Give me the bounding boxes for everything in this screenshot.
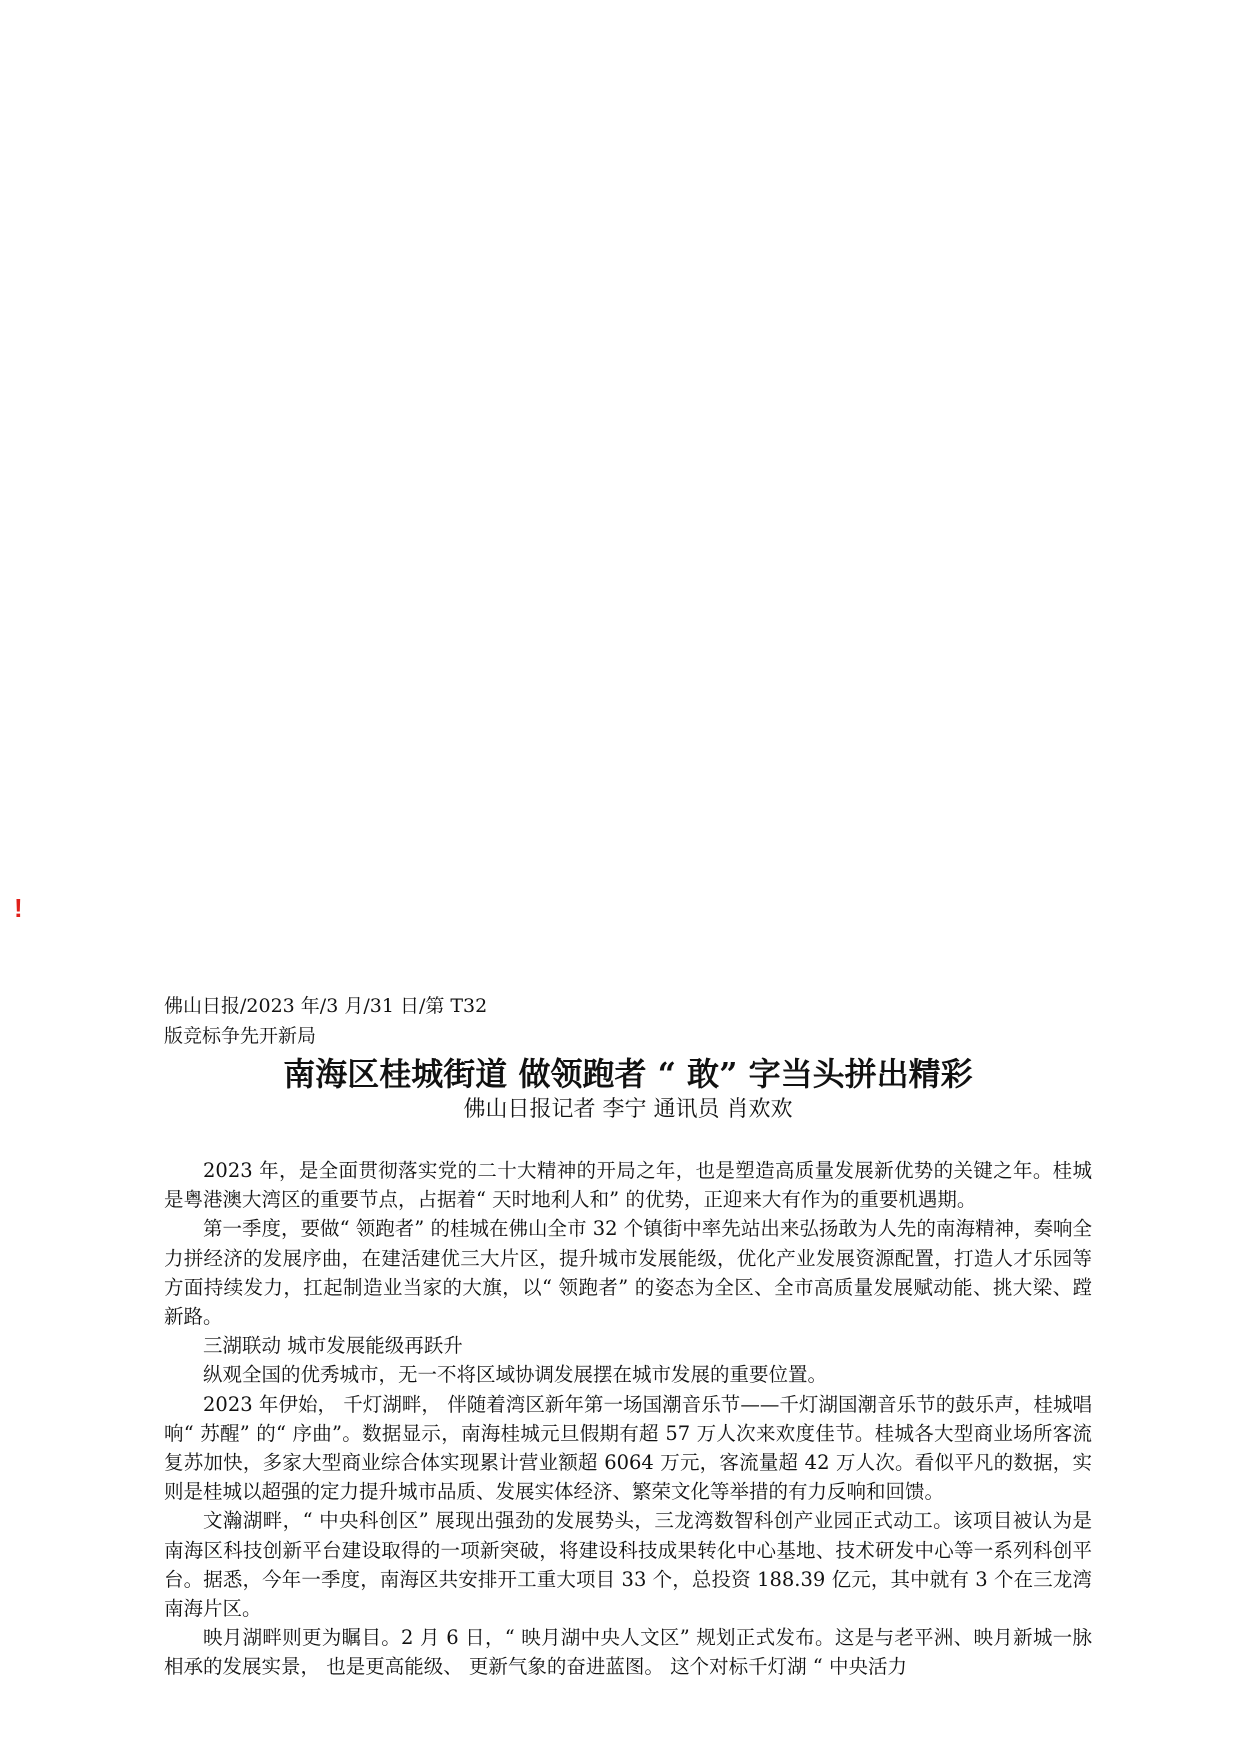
paragraph: 映月湖畔则更为瞩目。2 月 6 日，“ 映月湖中央人文区” 规划正式发布。这是与老平洲、映月新城一脉相承的发展实景， 也是更高能级、 更新气象的奋进蓝图。 这个对标千灯湖 “ 中央活力 — [164, 1626, 1092, 1679]
red-exclamation-mark: ! — [14, 893, 23, 923]
publication-source-line: 佛山日报/2023 年/3 月/31 日/第 T32 — [164, 995, 488, 1017]
subheading: 三湖联动 城市发展能级再跃升 — [203, 1334, 463, 1358]
paragraph: 2023 年伊始， 千灯湖畔， 伴随着湾区新年第一场国潮音乐节——千灯湖国潮音乐节的鼓乐声，桂城唱响“ 苏醒” 的“ 序曲”。数据显示，南海桂城元旦假期有超 57 万人次来欢度佳节。桂城各大型商业场所客流复苏加快，多家大型商业综合体实现累计营业额超 6064 万元，客流量超 42 万人次。看似平凡的数据，实则是桂城以超强的定力提升城市品质、发展实体经济、繁荣文化等举措的有力反响和回馈。 — [164, 1392, 1092, 1504]
article-byline: 佛山日报记者 李宁 通讯员 肖欢欢 — [463, 1097, 793, 1122]
article-body — [164, 1156, 1092, 1682]
article-title: 南海区桂城街道 做领跑者 “ 敢” 字当头拼出精彩 — [283, 1055, 973, 1093]
section-line: 版竞标争先开新局 — [164, 1025, 317, 1047]
paragraph: 纵观全国的优秀城市，无一不将区域协调发展摆在城市发展的重要位置。 — [203, 1363, 828, 1387]
paragraph: 文瀚湖畔，“ 中央科创区” 展现出强劲的发展势头，三龙湾数智科创产业园正式动工。该项目被认为是南海区科技创新平台建设取得的一项新突破，将建设科技成果转化中心基地、技术研发中心等一系列科创平台。据悉，今年一季度，南海区共安排开工重大项目 33 个，总投资 188.39 亿元，其中就有 3 个在三龙湾南海片区。 — [164, 1509, 1092, 1621]
paragraph: 2023 年，是全面贯彻落实党的二十大精神的开局之年，也是塑造高质量发展新优势的关键之年。桂城是粤港澳大湾区的重要节点，占据着“ 天时地利人和” 的优势，正迎来大有作为的重要机遇期。 — [164, 1159, 1092, 1212]
paragraph: 第一季度，要做“ 领跑者” 的桂城在佛山全市 32 个镇街中率先站出来弘扬敢为人先的南海精神，奏响全力拼经济的发展序曲，在建活建优三大片区，提升城市发展能级，优化产业发展资源配置，打造人才乐园等方面持续发力，扛起制造业当家的大旗，以“ 领跑者” 的姿态为全区、全市高质量发展赋动能、挑大梁、蹚新路。 — [164, 1217, 1092, 1329]
